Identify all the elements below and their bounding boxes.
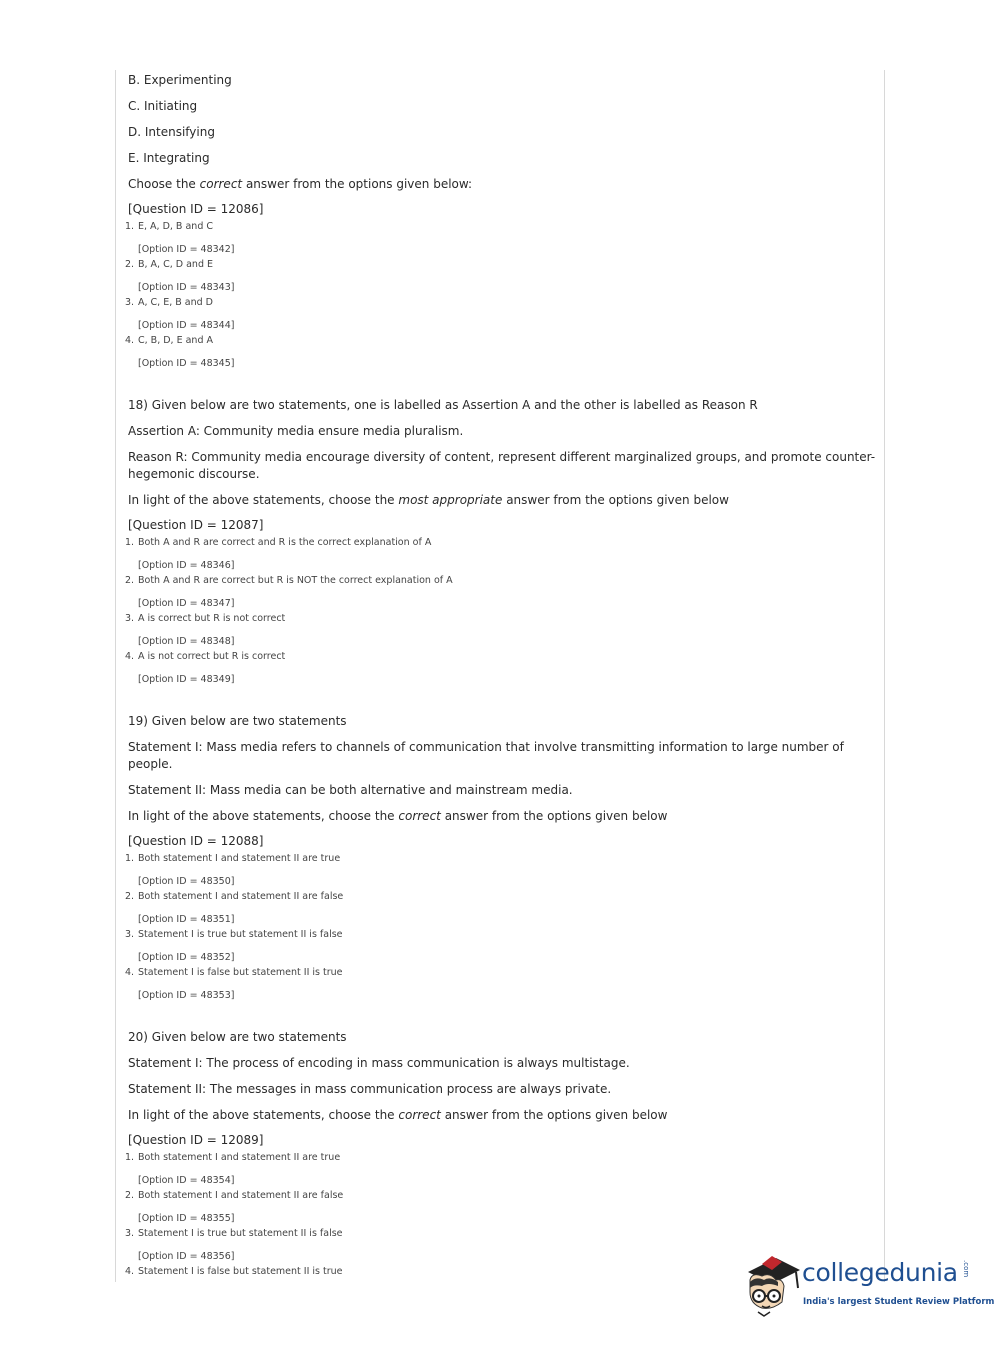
option-item: 1. Both A and R are correct and R is the correct explanation of A [Option ID = 48346] (125, 537, 432, 571)
option-item: 3. Statement I is true but statement II is false [Option ID = 48352] (125, 929, 343, 963)
option-item: 2. Both A and R are correct but R is NOT the correct explanation of A [Option ID = 48347] (125, 575, 453, 609)
question-heading: 19) Given below are two statements (128, 714, 347, 728)
question-17-tail (125, 72, 878, 371)
brand-tagline: India's largest Student Review Platform (803, 1297, 995, 1307)
assertion-statement: Assertion A: Community media ensure media pluralism. (128, 424, 464, 438)
question-instruction: In light of the above statements, choose the correct answer from the options given below (128, 1108, 668, 1122)
option-item: 1. Both statement I and statement II are true [Option ID = 48354] (125, 1152, 341, 1186)
option-item: 2. B, A, C, D and E [Option ID = 48343] (125, 259, 235, 293)
question-19 (125, 713, 878, 1003)
statement-item: B. Experimenting (128, 73, 232, 87)
question-instruction: In light of the above statements, choose the most appropriate answer from the options given below (128, 493, 729, 507)
reason-statement: Reason R: Community media encourage diversity of content, represent different marginalized groups, and promote counter-hegemonic discourse. (128, 450, 876, 481)
question-id: [Question ID = 12088] (128, 834, 264, 848)
collegedunia-logo[interactable] (742, 1250, 995, 1320)
statement-item: E. Integrating (128, 151, 210, 165)
option-item: 3. A is correct but R is not correct [Option ID = 48348] (125, 613, 286, 647)
option-item: 4. A is not correct but R is correct [Option ID = 48349] (125, 651, 286, 685)
statement-two: Statement II: Mass media can be both alternative and mainstream media. (128, 783, 573, 797)
option-item: 4. C, B, D, E and A [Option ID = 48345] (125, 335, 235, 369)
option-item: 1. E, A, D, B and C [Option ID = 48342] (125, 221, 235, 255)
brand-name: collegedunia (802, 1258, 958, 1287)
statement-one: Statement I: Mass media refers to channels of communication that involve transmitting information to large number of people. (128, 740, 844, 771)
option-item: 1. Both statement I and statement II are true [Option ID = 48350] (125, 853, 341, 887)
options-list (125, 219, 878, 371)
statement-item: D. Intensifying (128, 125, 215, 139)
question-id: [Question ID = 12086] (128, 202, 264, 216)
question-heading: 18) Given below are two statements, one is labelled as Assertion A and the other is labelled as Reason R (128, 398, 758, 412)
question-id: [Question ID = 12089] (128, 1133, 264, 1147)
option-item: 2. Both statement I and statement II are false [Option ID = 48351] (125, 891, 344, 925)
option-item: 3. A, C, E, B and D [Option ID = 48344] (125, 297, 235, 331)
right-margin-rule (884, 70, 885, 1282)
left-margin-rule (115, 70, 116, 1282)
option-item: 2. Both statement I and statement II are false [Option ID = 48355] (125, 1190, 344, 1224)
option-item: 3. Statement I is true but statement II is false [Option ID = 48356] (125, 1228, 343, 1262)
statement-two: Statement II: The messages in mass communication process are always private. (128, 1082, 612, 1096)
mascot-graduate-icon (742, 1250, 804, 1320)
option-item: 4. Statement I is false but statement II is true [Option ID = 48353] (125, 967, 343, 1001)
page-content (125, 72, 878, 1279)
options-list (125, 851, 878, 1003)
option-item: 4. Statement I is false but statement II is true (125, 1266, 343, 1277)
statement-item: C. Initiating (128, 99, 198, 113)
statement-one: Statement I: The process of encoding in mass communication is always multistage. (128, 1056, 630, 1070)
question-20 (125, 1029, 878, 1279)
question-id: [Question ID = 12087] (128, 518, 264, 532)
question-18 (125, 397, 878, 687)
question-heading: 20) Given below are two statements (128, 1030, 347, 1044)
question-instruction: Choose the correct answer from the options given below: (128, 177, 473, 191)
options-list (125, 535, 878, 687)
question-instruction: In light of the above statements, choose the correct answer from the options given below (128, 809, 668, 823)
brand-domain: .com (962, 1260, 970, 1278)
